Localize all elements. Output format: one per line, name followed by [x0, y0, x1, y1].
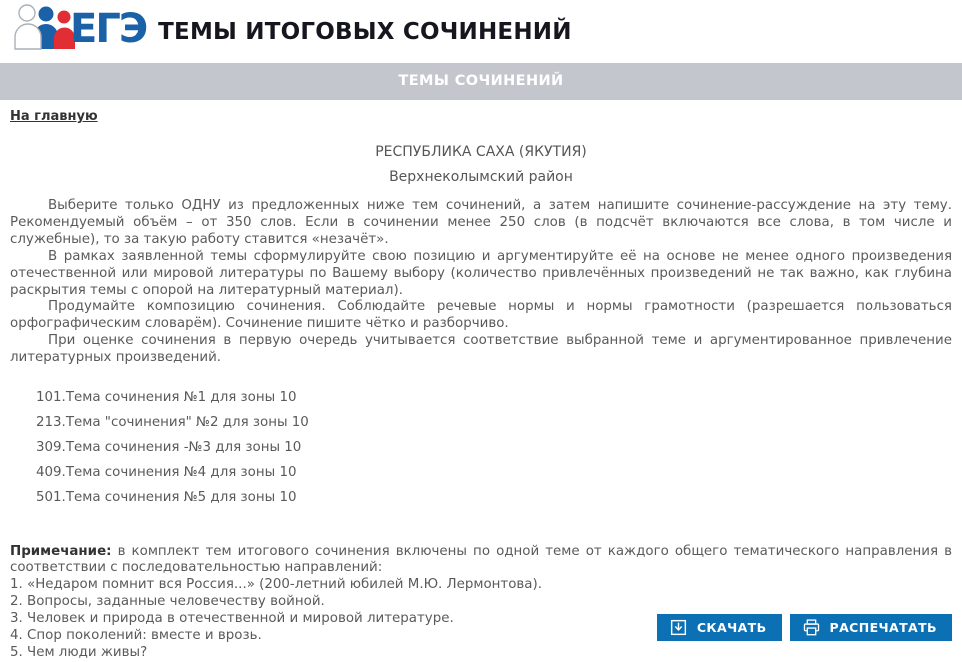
print-button[interactable] [790, 614, 952, 641]
main-content [0, 100, 962, 662]
page-title: ТЕМЫ ИТОГОВЫХ СОЧИНЕНИЙ [158, 18, 572, 45]
direction-item: 1. «Недаром помнит вся Россия...» (200-летний юбилей М.Ю. Лермонтова). [10, 577, 542, 593]
instruction-paragraph: При оценке сочинения в первую очередь учитывается соответствие выбранной теме и аргументированное привлечение литературных произведений. [10, 333, 952, 366]
direction-item: 4. Спор поколений: вместе и врозь. [10, 628, 262, 644]
direction-item: 3. Человек и природа в отечественной и мировой литературе. [10, 611, 454, 627]
topic-item: 101.Тема сочинения №1 для зоны 10 [36, 390, 297, 406]
printer-icon [802, 618, 821, 637]
download-icon [669, 618, 688, 637]
instruction-paragraph: Продумайте композицию сочинения. Соблюдайте речевые нормы и нормы грамотности (разрешается пользоваться орфографическим словарём). Сочинение пишите чётко и разборчиво. [10, 299, 952, 332]
download-button-label: СКАЧАТЬ [696, 620, 767, 635]
ege-people-icon [10, 4, 76, 54]
note-label: Примечание: [10, 543, 112, 559]
topic-item: 213.Тема "сочинения" №2 для зоны 10 [36, 415, 309, 431]
region-name: РЕСПУБЛИКА САХА (ЯКУТИЯ) [375, 144, 587, 160]
instructions-block [10, 198, 952, 367]
action-buttons [657, 614, 952, 641]
home-link[interactable]: На главную [10, 109, 98, 124]
note-text: в комплект тем итогового сочинения включены по одной теме от каждого общего тематического направления в соответствии с последовательностью направлений: [10, 543, 952, 576]
direction-item: 5. Чем люди живы? [10, 645, 148, 660]
section-banner: ТЕМЫ СОЧИНЕНИЙ [0, 63, 962, 100]
topics-list [36, 391, 952, 506]
instruction-paragraph: В рамках заявленной темы сформулируйте свою позицию и аргументируйте её на основе не менее одного произведения отечественной или мировой литературы по Вашему выбору (количество привлечённых произведений не так важно, как глубина раскрытия темы с опорой на литературный материал). [10, 248, 952, 298]
direction-item: 2. Вопросы, заданные человечеству войной. [10, 594, 325, 610]
print-button-label: РАСПЕЧАТАТЬ [829, 620, 937, 635]
district-name: Верхнеколымский район [389, 169, 573, 185]
ege-logo [10, 4, 146, 54]
logo-text: ЕГЭ [70, 5, 147, 52]
topic-item: 501.Тема сочинения №5 для зоны 10 [36, 490, 297, 506]
topic-item: 309.Тема сочинения -№3 для зоны 10 [36, 440, 302, 456]
download-button[interactable] [657, 614, 782, 641]
header [0, 0, 962, 63]
instruction-paragraph: Выберите только ОДНУ из предложенных ниже тем сочинений, а затем напишите сочинение-рассуждение на эту тему. Рекомендуемый объём – от 350 слов. Если в сочинении менее 250 слов (в подсчёт включаются все слова, в том числе и служебные), то за такую работу ставится «незачёт». [10, 198, 952, 247]
note-block [10, 544, 952, 662]
topic-item: 409.Тема сочинения №4 для зоны 10 [36, 465, 297, 481]
